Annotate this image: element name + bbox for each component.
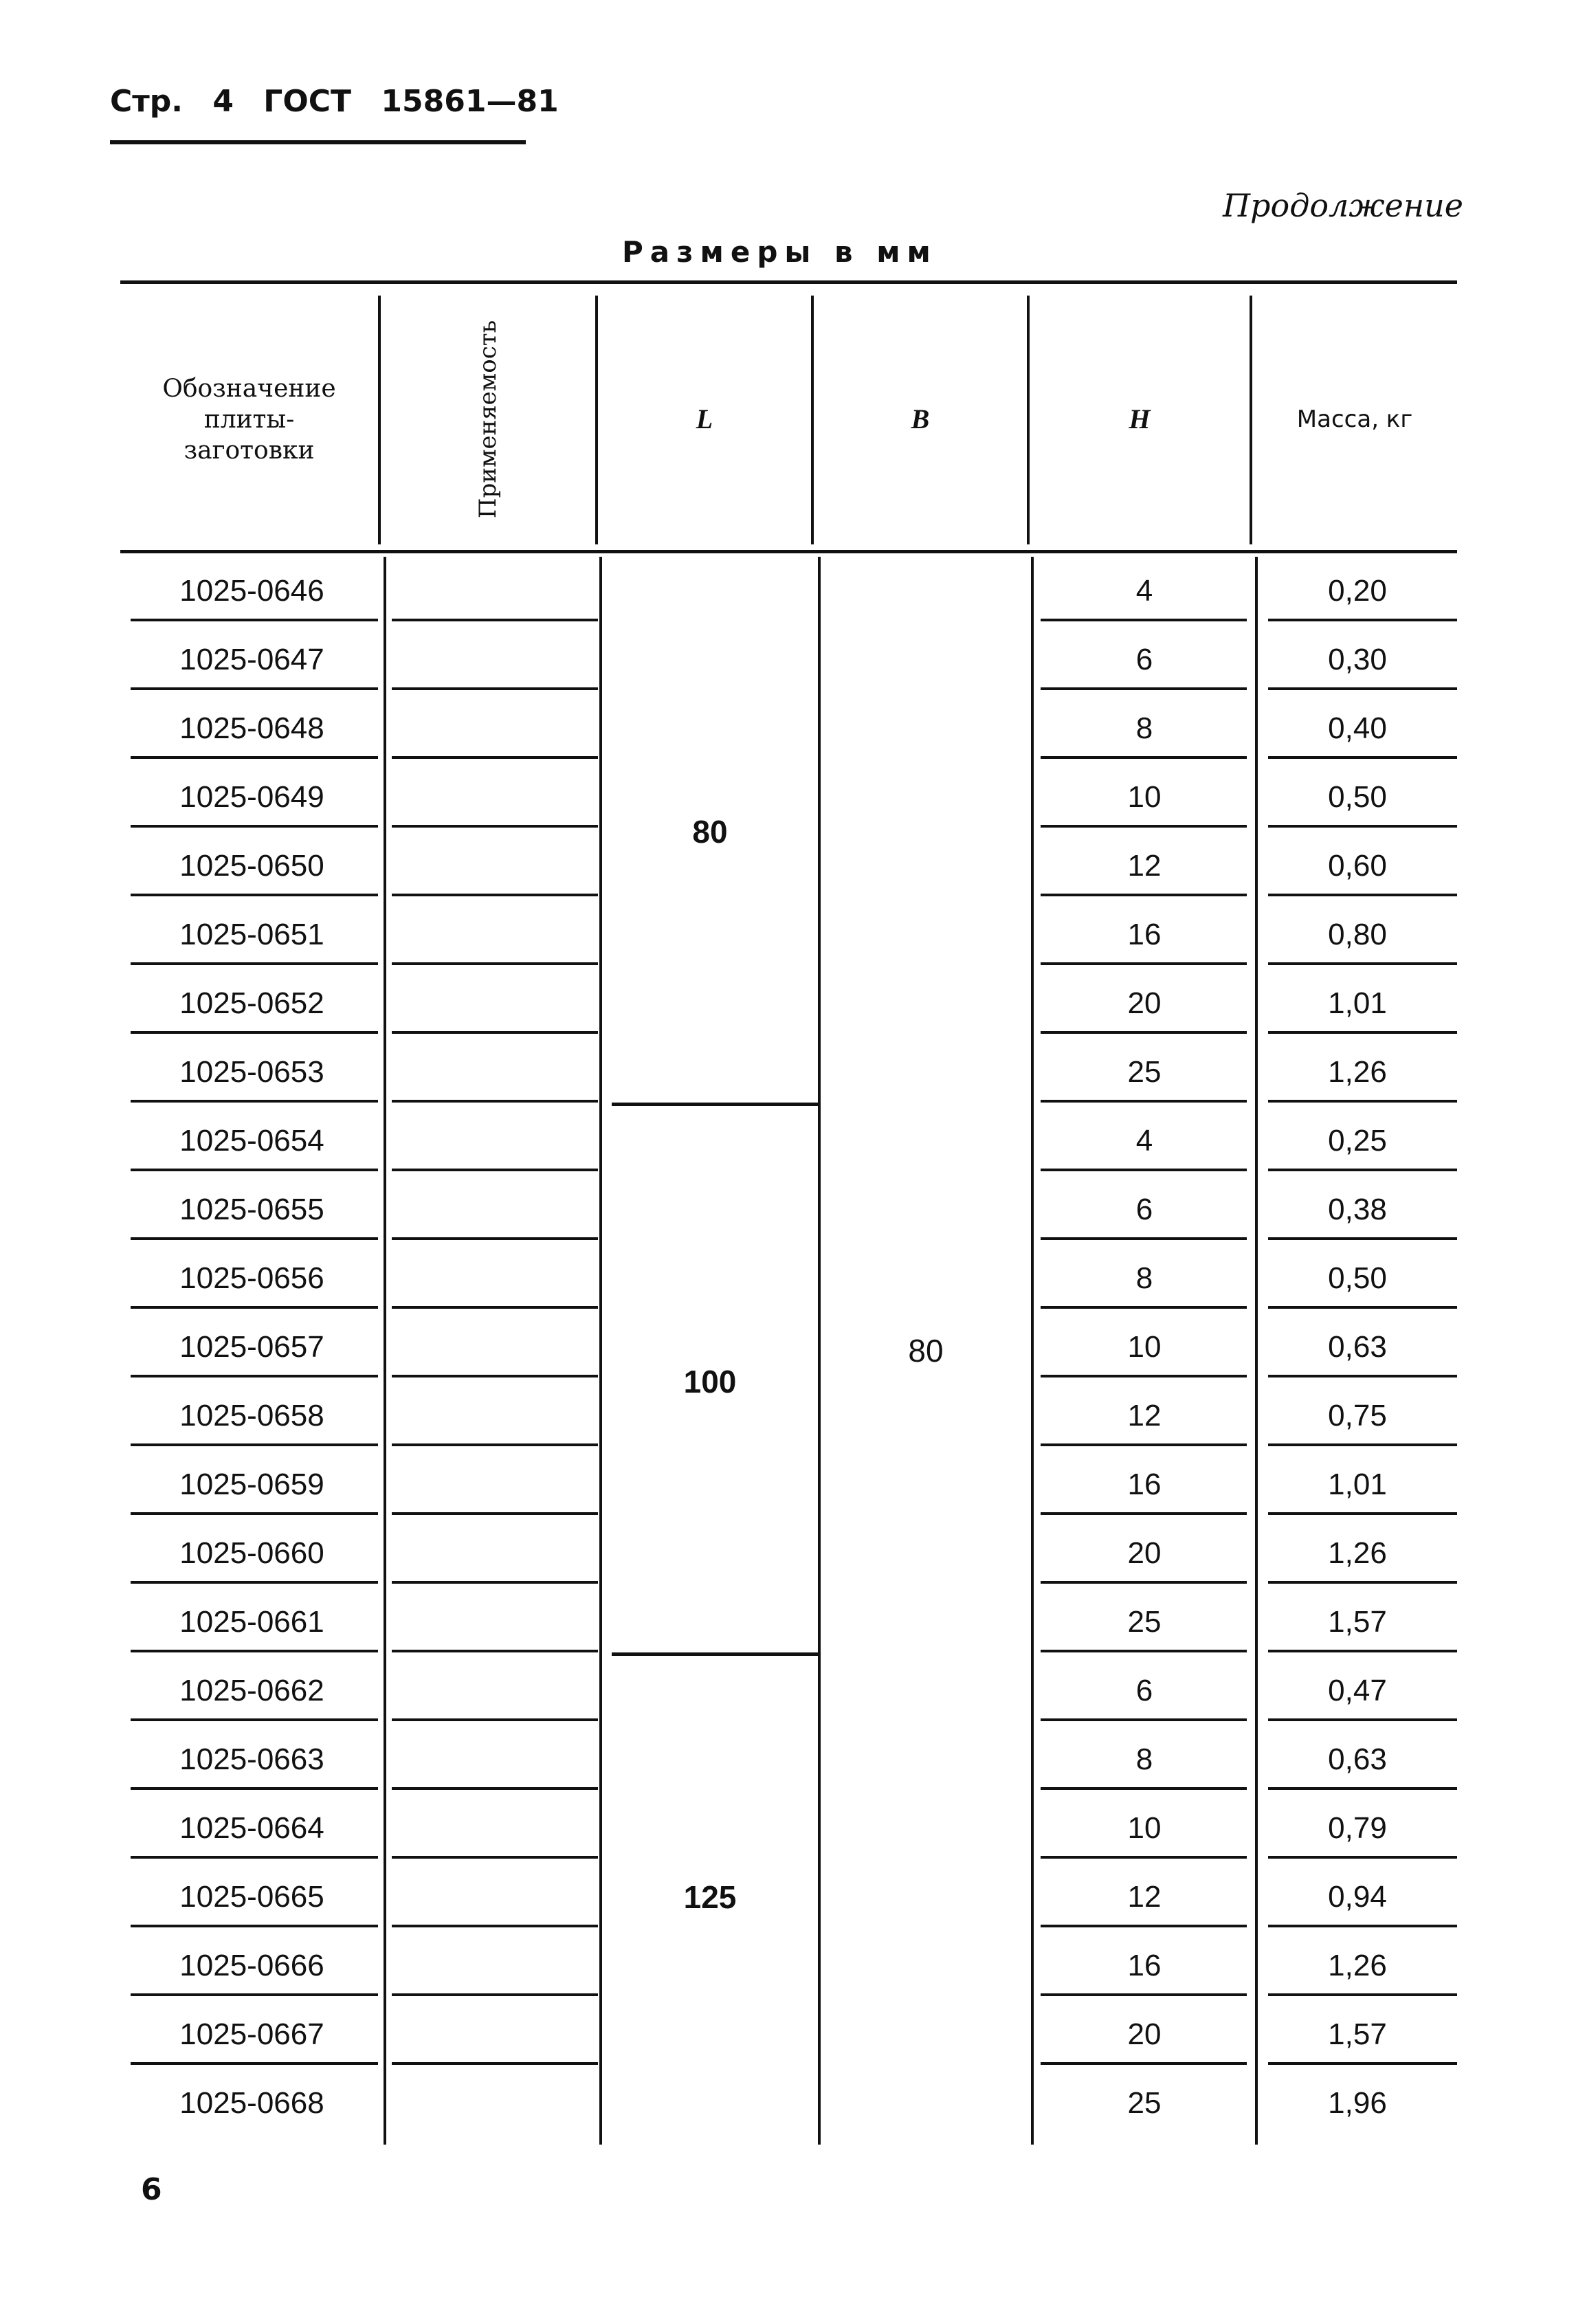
designation-cell: 1025-0663 xyxy=(179,1742,324,1776)
row-rule xyxy=(131,756,378,759)
applicability-rule xyxy=(392,1100,598,1103)
row-rule xyxy=(131,1237,378,1240)
designation-cell: 1025-0656 xyxy=(179,1261,324,1295)
page-header xyxy=(110,84,578,119)
designation-cell: 1025-0658 xyxy=(179,1399,324,1432)
mass-cell: 0,40 xyxy=(1328,711,1387,745)
mass-cell: 0,38 xyxy=(1328,1193,1387,1226)
applicability-rule xyxy=(392,1581,598,1584)
row-rule xyxy=(1268,1993,1457,1996)
h-cell: 20 xyxy=(1127,1536,1162,1570)
designation-cell: 1025-0659 xyxy=(179,1468,324,1501)
page-label: Стр. xyxy=(110,84,184,119)
row-rule xyxy=(1041,1925,1247,1927)
row-rule xyxy=(131,1925,378,1927)
row-rule xyxy=(131,1856,378,1859)
row-rule xyxy=(1041,1856,1247,1859)
h-cell: 20 xyxy=(1127,2017,1162,2051)
designation-cell: 1025-0668 xyxy=(179,2086,324,2120)
col-header-mass: Масса, кг xyxy=(1296,405,1413,433)
designation-cell: 1025-0666 xyxy=(179,1949,324,1982)
merged-L-rule xyxy=(612,1103,818,1106)
row-rule xyxy=(1268,825,1457,828)
mass-cell: 0,63 xyxy=(1328,1330,1387,1364)
h-cell: 12 xyxy=(1127,849,1162,883)
mass-cell: 1,96 xyxy=(1328,2086,1387,2120)
row-rule xyxy=(1268,1237,1457,1240)
mass-cell: 1,26 xyxy=(1328,1055,1387,1089)
row-rule xyxy=(1041,825,1247,828)
row-rule xyxy=(1268,1100,1457,1103)
h-cell: 25 xyxy=(1127,2086,1162,2120)
row-rule xyxy=(131,1443,378,1446)
designation-cell: 1025-0646 xyxy=(179,574,324,608)
row-rule xyxy=(131,825,378,828)
row-rule xyxy=(1268,1443,1457,1446)
page-num: 4 xyxy=(212,84,234,119)
standard-label: ГОСТ xyxy=(263,84,352,119)
designation-cell: 1025-0647 xyxy=(179,643,324,676)
applicability-rule xyxy=(392,1650,598,1652)
applicability-rule xyxy=(392,1375,598,1377)
mass-cell: 0,80 xyxy=(1328,918,1387,951)
row-rule xyxy=(1268,1718,1457,1721)
designation-cell: 1025-0650 xyxy=(179,849,324,883)
h-cell: 6 xyxy=(1135,1674,1153,1707)
mass-cell: 0,47 xyxy=(1328,1674,1387,1707)
row-rule xyxy=(1041,1993,1247,1996)
applicability-rule xyxy=(392,1443,598,1446)
h-cell: 25 xyxy=(1127,1055,1162,1089)
row-rule xyxy=(131,1650,378,1652)
h-cell: 10 xyxy=(1127,1811,1162,1845)
designation-cell: 1025-0654 xyxy=(179,1124,324,1158)
row-rule xyxy=(1041,2062,1247,2065)
mass-cell: 0,94 xyxy=(1328,1880,1387,1914)
row-rule xyxy=(1268,1925,1457,1927)
col-header-applicability: Применяемость xyxy=(474,320,502,519)
mass-cell: 0,20 xyxy=(1328,574,1387,608)
row-rule xyxy=(131,1031,378,1034)
row-rule xyxy=(1041,1650,1247,1652)
row-rule xyxy=(1041,1581,1247,1584)
row-rule xyxy=(1268,1306,1457,1309)
merged-L-cell: 100 xyxy=(683,1364,737,1399)
row-rule xyxy=(1041,1512,1247,1515)
applicability-rule xyxy=(392,825,598,828)
h-cell: 8 xyxy=(1135,711,1153,745)
merged-L-rule xyxy=(612,1652,818,1656)
mass-cell: 1,57 xyxy=(1328,2017,1387,2051)
applicability-rule xyxy=(392,687,598,690)
mass-cell: 0,60 xyxy=(1328,849,1387,883)
mass-cell: 0,75 xyxy=(1328,1399,1387,1432)
row-rule xyxy=(131,1512,378,1515)
applicability-rule xyxy=(392,1237,598,1240)
standard-number: 15861—81 xyxy=(381,84,559,119)
row-rule xyxy=(131,1100,378,1103)
row-rule xyxy=(1268,1856,1457,1859)
h-cell: 20 xyxy=(1127,986,1162,1020)
row-rule xyxy=(1041,1031,1247,1034)
merged-B-cell: 80 xyxy=(908,1333,944,1369)
row-rule xyxy=(1041,1443,1247,1446)
applicability-rule xyxy=(392,1031,598,1034)
mass-cell: 0,30 xyxy=(1328,643,1387,676)
row-rule xyxy=(1268,1169,1457,1171)
row-rule xyxy=(131,619,378,621)
row-rule xyxy=(1268,894,1457,896)
merged-L-cell: 80 xyxy=(692,814,728,850)
mass-cell: 0,25 xyxy=(1328,1124,1387,1158)
row-rule xyxy=(131,1718,378,1721)
designation-cell: 1025-0657 xyxy=(179,1330,324,1364)
row-rule xyxy=(131,687,378,690)
h-cell: 25 xyxy=(1127,1605,1162,1639)
table-top-rule xyxy=(120,280,1457,284)
row-rule xyxy=(131,894,378,896)
row-rule xyxy=(1268,756,1457,759)
row-rule xyxy=(1041,687,1247,690)
designation-cell: 1025-0667 xyxy=(179,2017,324,2051)
designation-cell: 1025-0662 xyxy=(179,1674,324,1707)
row-rule xyxy=(1041,1306,1247,1309)
row-rule xyxy=(131,1993,378,1996)
h-cell: 4 xyxy=(1135,574,1153,608)
designation-cell: 1025-0661 xyxy=(179,1605,324,1639)
row-rule xyxy=(131,1581,378,1584)
designation-cell: 1025-0651 xyxy=(179,918,324,951)
h-cell: 8 xyxy=(1135,1261,1153,1295)
row-rule xyxy=(131,1169,378,1171)
designation-cell: 1025-0664 xyxy=(179,1811,324,1845)
applicability-rule xyxy=(392,962,598,965)
h-cell: 12 xyxy=(1127,1880,1162,1914)
row-rule xyxy=(1041,756,1247,759)
row-rule xyxy=(1268,619,1457,621)
mass-cell: 1,01 xyxy=(1328,986,1387,1020)
table-header-rule xyxy=(120,550,1457,553)
h-cell: 6 xyxy=(1135,1193,1153,1226)
applicability-rule xyxy=(392,1169,598,1171)
h-cell: 10 xyxy=(1127,1330,1162,1364)
row-rule xyxy=(1041,1100,1247,1103)
col-header-applicability-wrap xyxy=(381,289,595,550)
row-rule xyxy=(1041,1718,1247,1721)
mass-cell: 1,01 xyxy=(1328,1468,1387,1501)
applicability-rule xyxy=(392,2062,598,2065)
row-rule xyxy=(1268,1512,1457,1515)
h-cell: 10 xyxy=(1127,780,1162,814)
designation-cell: 1025-0649 xyxy=(179,780,324,814)
merged-L-cell: 125 xyxy=(683,1879,737,1915)
row-rule xyxy=(1041,1237,1247,1240)
applicability-rule xyxy=(392,894,598,896)
applicability-rule xyxy=(392,1856,598,1859)
mass-cell: 0,63 xyxy=(1328,1742,1387,1776)
col-header-designation: Обозначение плиты-заготовки xyxy=(162,374,336,465)
row-rule xyxy=(1268,1581,1457,1584)
mass-cell: 1,26 xyxy=(1328,1949,1387,1982)
row-rule xyxy=(1268,1650,1457,1652)
col-header-L: L xyxy=(696,403,713,434)
row-rule xyxy=(131,1306,378,1309)
applicability-rule xyxy=(392,1925,598,1927)
row-rule xyxy=(1268,962,1457,965)
designation-cell: 1025-0648 xyxy=(179,711,324,745)
row-rule xyxy=(1041,619,1247,621)
continuation-label: Продолжение xyxy=(1222,187,1463,224)
applicability-rule xyxy=(392,1993,598,1996)
designation-cell: 1025-0655 xyxy=(179,1193,324,1226)
applicability-rule xyxy=(392,1306,598,1309)
units-caption: Размеры в мм xyxy=(622,235,937,269)
applicability-rule xyxy=(392,619,598,621)
designation-cell: 1025-0660 xyxy=(179,1536,324,1570)
header-underline xyxy=(110,140,526,144)
applicability-rule xyxy=(392,1718,598,1721)
row-rule xyxy=(1268,1031,1457,1034)
row-rule xyxy=(1041,1375,1247,1377)
row-rule xyxy=(1268,1787,1457,1790)
h-cell: 8 xyxy=(1135,1742,1153,1776)
row-rule xyxy=(131,1787,378,1790)
designation-cell: 1025-0652 xyxy=(179,986,324,1020)
row-rule xyxy=(131,962,378,965)
row-rule xyxy=(1268,1375,1457,1377)
col-header-H: H xyxy=(1129,403,1151,434)
designation-cell: 1025-0653 xyxy=(179,1055,324,1089)
mass-cell: 0,50 xyxy=(1328,780,1387,814)
col-header-B: B xyxy=(911,403,930,434)
applicability-rule xyxy=(392,1787,598,1790)
row-rule xyxy=(1041,962,1247,965)
row-rule xyxy=(1041,1787,1247,1790)
h-cell: 16 xyxy=(1127,1468,1162,1501)
h-cell: 4 xyxy=(1135,1124,1153,1158)
row-rule xyxy=(1041,894,1247,896)
h-cell: 6 xyxy=(1135,643,1153,676)
page-number: 6 xyxy=(141,2172,162,2207)
h-cell: 16 xyxy=(1127,918,1162,951)
row-rule xyxy=(1268,687,1457,690)
row-rule xyxy=(1268,2062,1457,2065)
mass-cell: 1,26 xyxy=(1328,1536,1387,1570)
row-rule xyxy=(131,2062,378,2065)
row-rule xyxy=(131,1375,378,1377)
mass-cell: 1,57 xyxy=(1328,1605,1387,1639)
applicability-rule xyxy=(392,756,598,759)
mass-cell: 0,79 xyxy=(1328,1811,1387,1845)
designation-cell: 1025-0665 xyxy=(179,1880,324,1914)
h-cell: 12 xyxy=(1127,1399,1162,1432)
applicability-rule xyxy=(392,1512,598,1515)
mass-cell: 0,50 xyxy=(1328,1261,1387,1295)
h-cell: 16 xyxy=(1127,1949,1162,1982)
row-rule xyxy=(1041,1169,1247,1171)
